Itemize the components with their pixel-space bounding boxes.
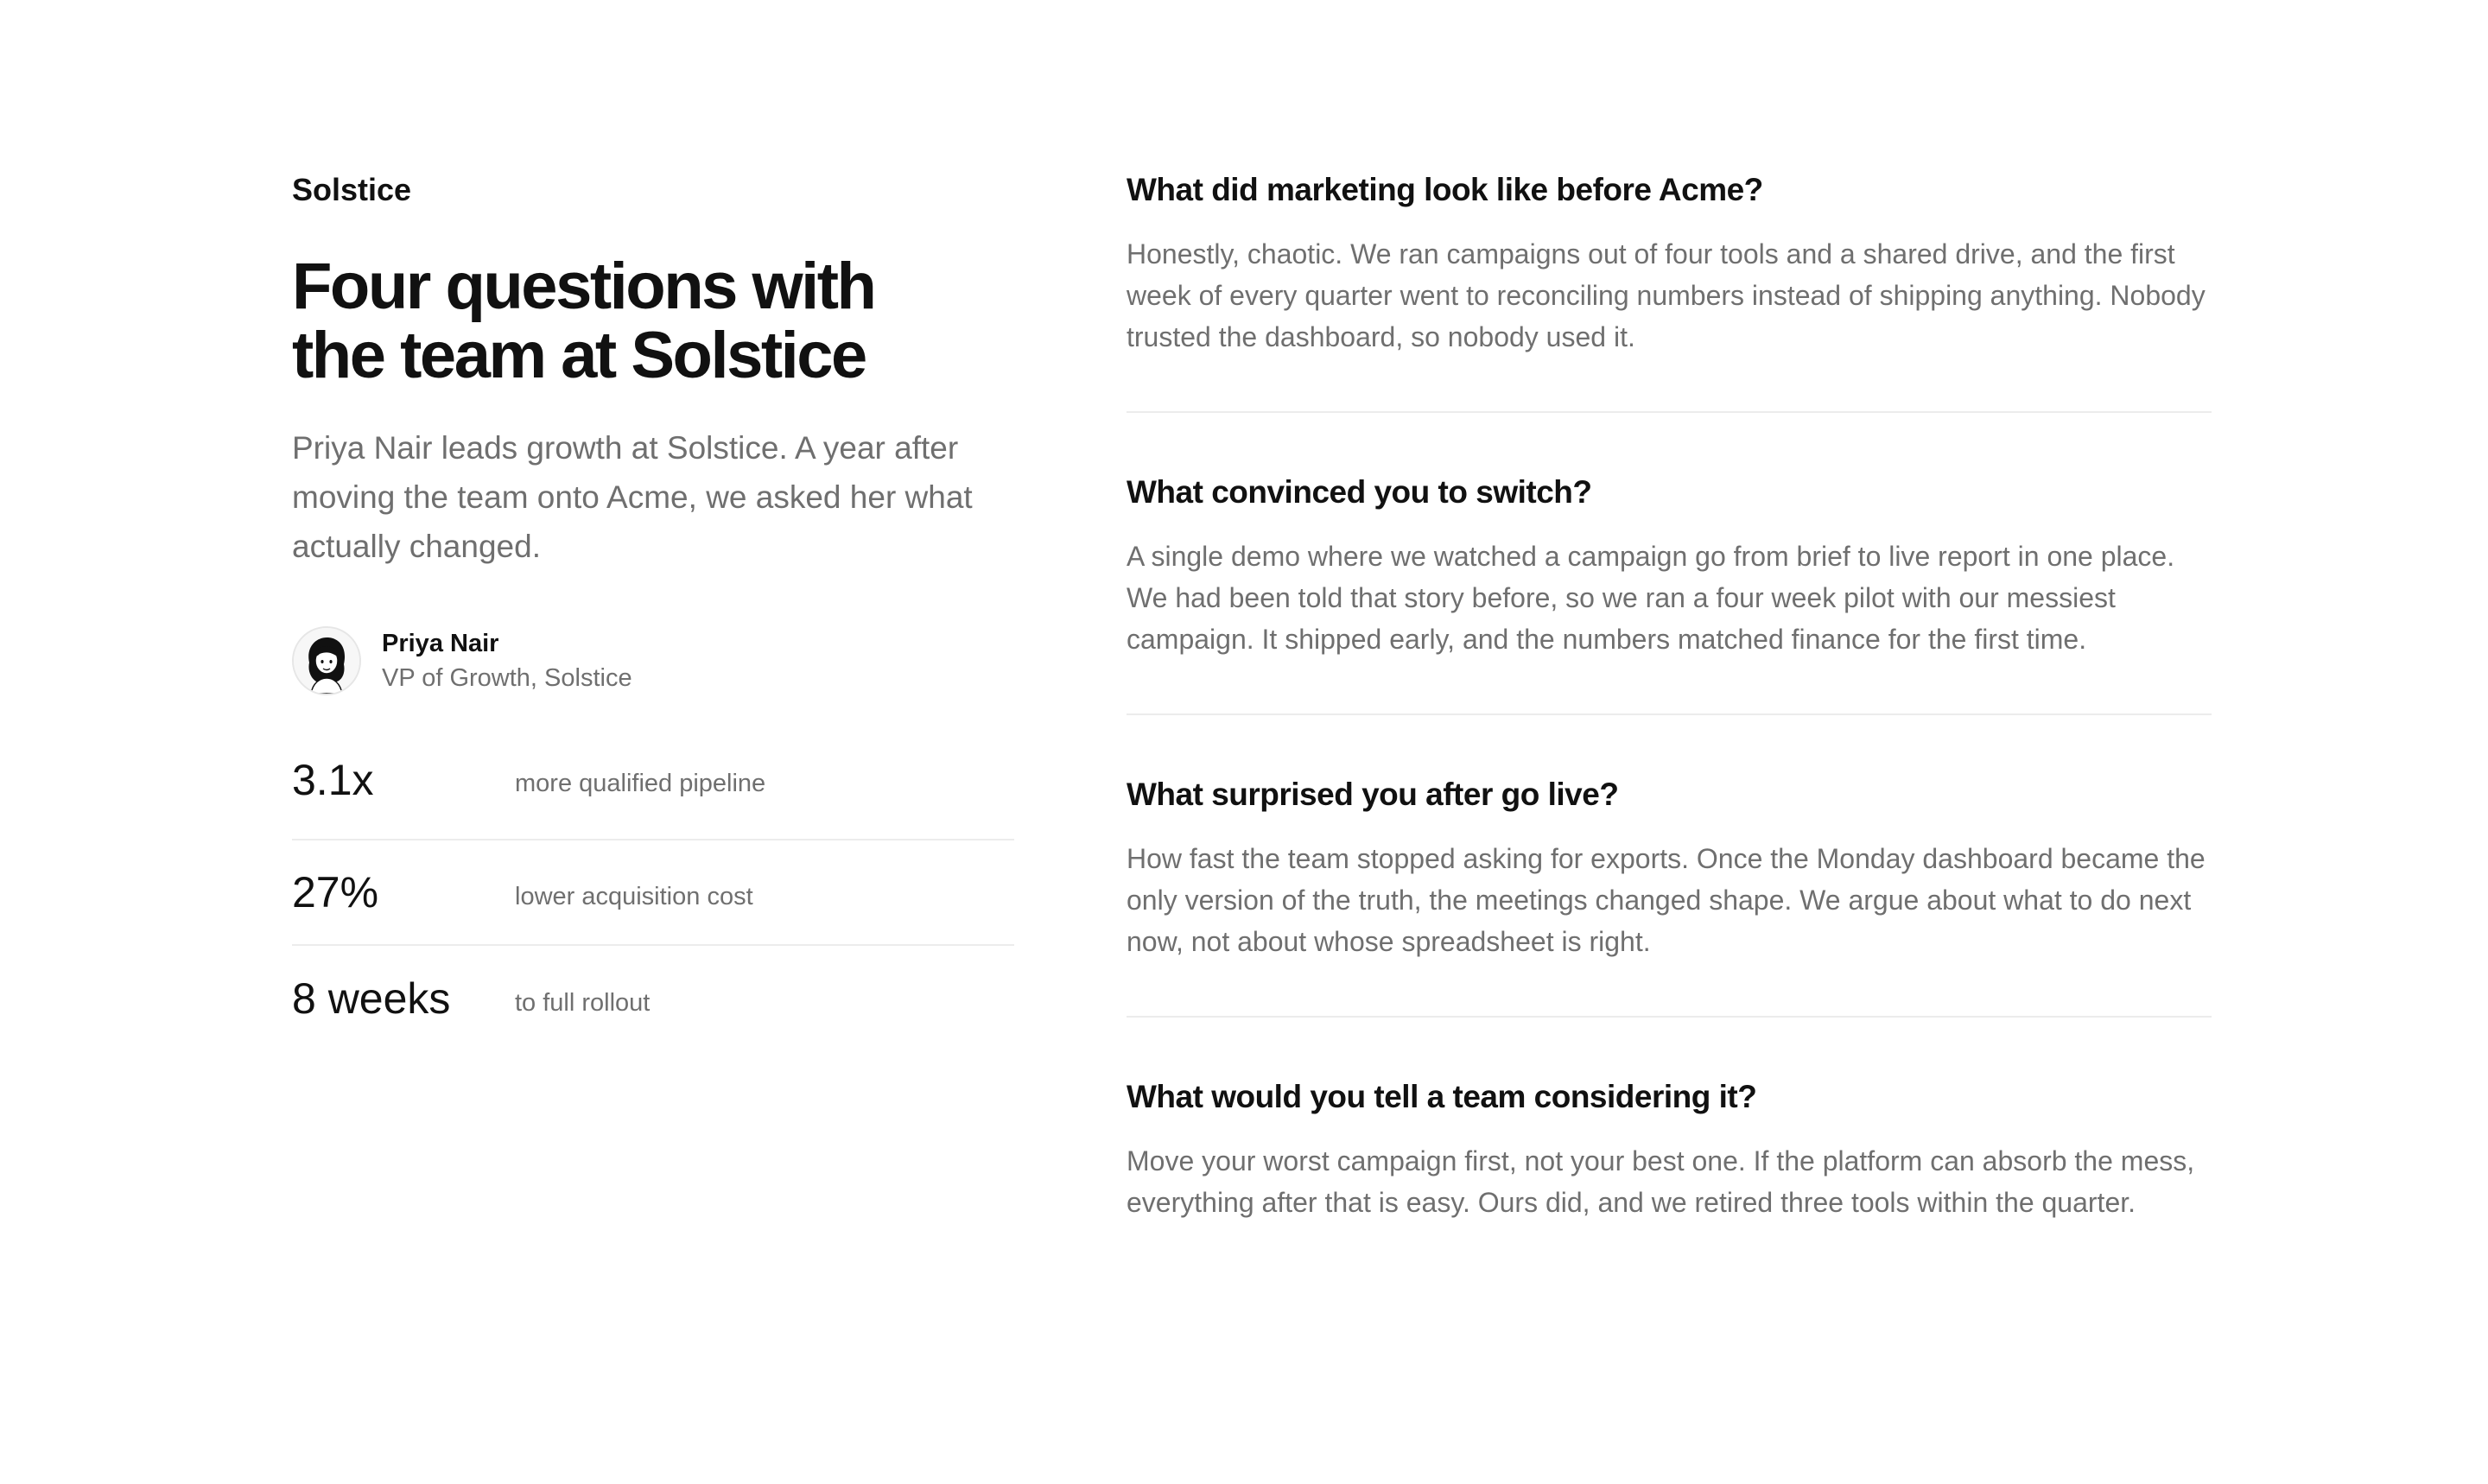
author-block [292, 626, 1018, 695]
qa-answer: Honestly, chaotic. We ran campaigns out of four tools and a shared drive, and the first week of every quarter went to reconciling numbers instead of shipping anything. Nobody trusted the dashboard, so nobody used it. [1127, 238, 2206, 352]
qa-answer: A single demo where we watched a campaign go from brief to live report in one place. We had been told that story before, so we ran a four week pilot with our messiest campaign. It shipped early, and the numbers matched finance for the first time. [1127, 541, 2175, 655]
author-info [382, 626, 632, 695]
qa-answer: Move your worst campaign first, not your best one. If the platform can absorb the mess, everything after that is easy. Ours did, and we retired three tools within the quarter. [1127, 1145, 2195, 1218]
qa-question: What would you tell a team considering it? [1127, 1079, 1757, 1114]
stat-value: 27% [292, 868, 379, 916]
author-role: VP of Growth, Solstice [382, 664, 632, 692]
page-title-line-2: the team at Solstice [292, 319, 866, 392]
stat-label: lower acquisition cost [515, 883, 753, 910]
brand-name: Solstice [292, 172, 412, 207]
stat-row [292, 754, 1014, 840]
stat-row [292, 840, 1014, 946]
qa-question: What did marketing look like before Acme? [1127, 172, 1763, 207]
stats-list [292, 754, 1014, 1051]
intro-column [292, 169, 1018, 1051]
intro-text: Priya Nair leads growth at Solstice. A year after moving the team onto Acme, we asked her what actually changed. [292, 430, 973, 564]
author-name: Priya Nair [382, 630, 499, 657]
qa-column [1127, 169, 2212, 1223]
stat-row [292, 946, 1014, 1051]
stat-label: to full rollout [515, 989, 651, 1017]
qa-answer: How fast the team stopped asking for exports. Once the Monday dashboard became the only version of the truth, the meetings changed shape. We argue about what to do next now, not about whose spreadsheet is right. [1127, 843, 2206, 957]
qa-question: What surprised you after go live? [1127, 777, 1619, 812]
page-title-line-1: Four questions with [292, 250, 875, 323]
stat-value: 8 weeks [292, 974, 451, 1023]
stat-label: more qualified pipeline [515, 770, 766, 797]
qa-item [1127, 1076, 2212, 1223]
person-avatar-icon [292, 626, 361, 695]
stat-value: 3.1x [292, 756, 374, 804]
qa-question: What convinced you to switch? [1127, 474, 1592, 510]
qa-item [1127, 169, 2212, 413]
qa-item [1127, 472, 2212, 715]
page-title [292, 252, 1018, 390]
qa-item [1127, 774, 2212, 1018]
